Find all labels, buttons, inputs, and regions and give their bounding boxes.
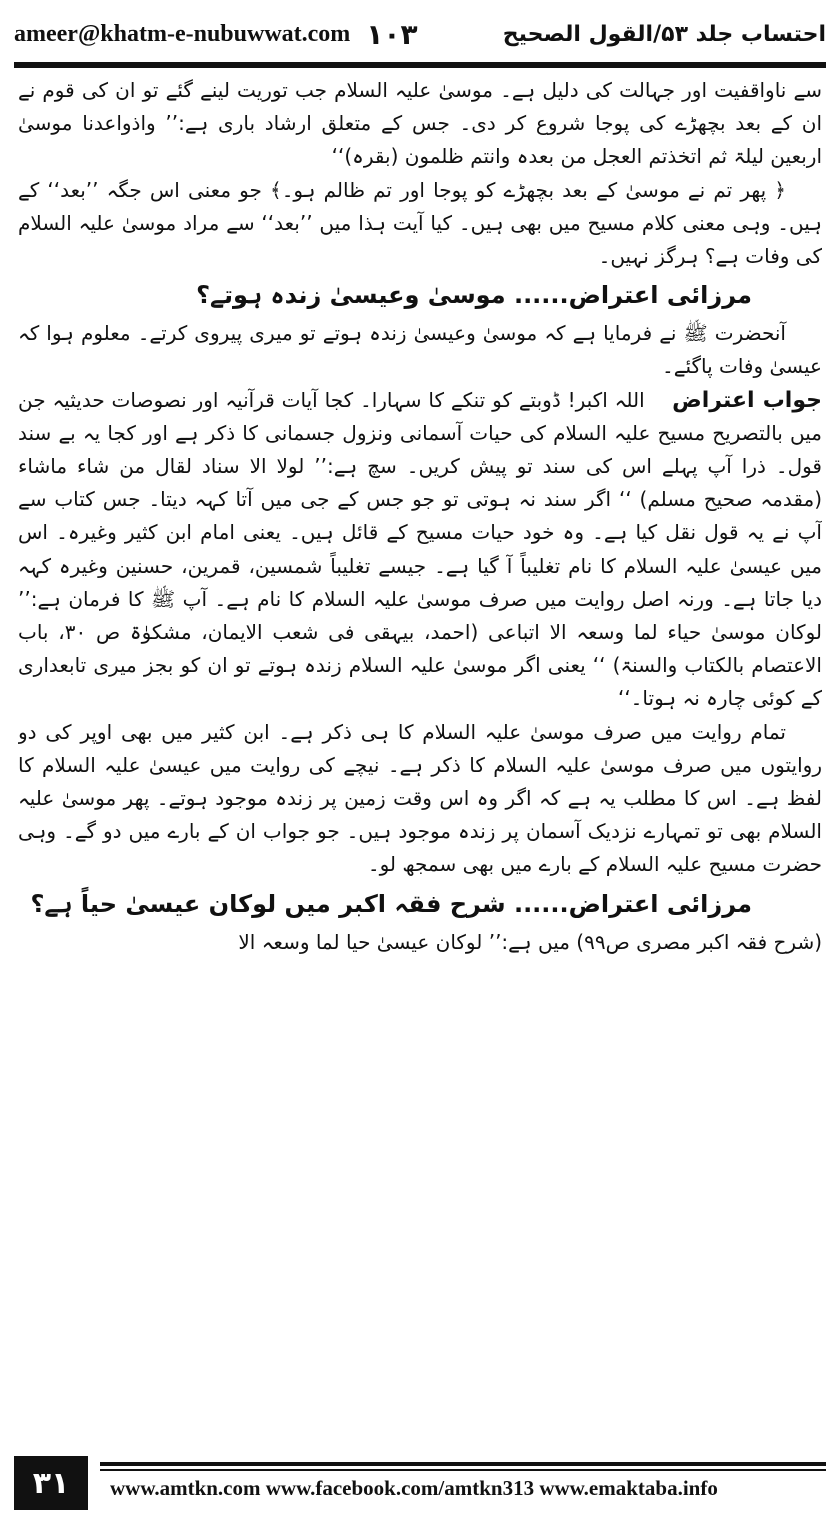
answer-lead: جواب اعتراض (672, 387, 822, 413)
header-email[interactable]: ameer@khatm-e-nubuwwat.com (14, 20, 351, 47)
paragraph-1: سے ناواقفیت اور جہالت کی دلیل ہے۔ موسیٰ علیہ السلام جب توریت لینے گئے تو ان کی قوم نے ان کے بعد بچھڑے کی پوجا شروع کر دی۔ جس کے متعلق ارشاد باری ہے:’’ واذواعدنا موسیٰ اربعین لیلۃ ثم اتخذتم العجل من بعدہ وانتم ظلمون (بقرہ)‘‘ (18, 78, 822, 169)
footer-links[interactable]: www.amtkn.com www.facebook.com/amtkn313 www.emaktaba.info (110, 1476, 718, 1500)
paragraph-6: (شرح فقہ اکبر مصری ص۹۹) میں ہے:’’ لوکان عیسیٰ حیا لما وسعہ الا (238, 929, 822, 954)
header-rule (14, 62, 826, 68)
paragraph-5: تمام روایت میں صرف موسیٰ علیہ السلام کا ہی ذکر ہے۔ ابن کثیر میں بھی اوپر کی دو روایتوں میں صرف موسیٰ علیہ السلام کا ذکر ہے۔ نیچے کی روایت میں عیسیٰ علیہ السلام کا لفظ ہے۔ اس کا مطلب یہ ہے کہ اگر وہ اس وقت زمین پر زندہ موجود ہوتے۔ پھر موسیٰ علیہ السلام بھی تو تمہارے نزدیک آسمان پر زندہ موجود ہیں۔ جو جواب ان کے بارے میں دو گے۔ وہی حضرت مسیح علیہ السلام کے بارے میں بھی سمجھ لو۔ (18, 719, 822, 877)
heading-objection-2: مرزائی اعتراض...... شرح فقہ اکبر میں لوکان عیسیٰ حیاً ہے؟ (30, 889, 752, 918)
footer-rule-thick (100, 1462, 826, 1466)
paragraph-3: آنحضرت ﷺ نے فرمایا ہے کہ موسیٰ وعیسیٰ زندہ ہوتے تو میری پیروی کرتے۔ معلوم ہوا کہ عیسیٰ وفات پاگئے۔ (18, 321, 822, 379)
book-title: احتساب جلد ۵۳/القول الصحیح (502, 21, 826, 47)
header-left (14, 18, 418, 51)
page-number: ۱۰۳ (366, 17, 418, 51)
paragraph-4-text: اللہ اکبر! ڈوبتے کو تنکے کا سہارا۔ کجا آیات قرآنیہ اور نصوصات حدیثیہ جن میں بالتصریح مسیح علیہ السلام کی حیات آسمانی ونزول جسمانی کا ذکر ہے اور کجا یہ بے سند قول۔ ذرا آپ پہلے اس کی سند تو پیش کریں۔ سچ ہے:’’ لولا الا سناد لقال من شاء ماشاء (مقدمہ صحیح مسلم) ‘‘ اگر سند نہ ہوتی تو جو جس کے جی میں آتا کہہ دیتا۔ جس کتاب سے آپ نے یہ قول نقل کیا ہے۔ وہ خود حیات مسیح کے قائل ہیں۔ یعنی امام ابن کثیر وغیرہ۔ اس میں عیسیٰ علیہ السلام کا نام تغلیباً آ گیا ہے۔ جیسے تغلیباً شمسین، قمرین، حسنین وغیرہ کہہ دیا جاتا ہے۔ ورنہ اصل روایت میں صرف موسیٰ علیہ السلام کا نام ہے۔ آپ ﷺ کا فرمان ہے:’’ لوکان موسیٰ حیاء لما وسعہ الا اتباعی (احمد، بیہقی فی شعب الایمان، مشکوٰۃ ص ۳۰، باب الاعتصام بالکتاب والسنۃ) ‘‘ یعنی اگر موسیٰ علیہ السلام زندہ ہوتے تو ان کو بجز میری تابعداری کے کوئی چارہ نہ ہوتا۔‘‘ (18, 387, 822, 711)
body-text (18, 74, 822, 1448)
paragraph-4 (18, 384, 822, 716)
page-header (14, 6, 826, 62)
footer-page-badge: ۳۱ (14, 1456, 88, 1510)
heading-objection-1: مرزائی اعتراض...... موسیٰ وعیسیٰ زندہ ہوتے؟ (196, 281, 752, 310)
page-footer (14, 1456, 826, 1532)
footer-rule-thin (100, 1469, 826, 1471)
paragraph-2: ﴿ پھر تم نے موسیٰ کے بعد بچھڑے کو پوجا اور تم ظالم ہو۔﴾ جو معنی اس جگہ ’’بعد‘‘ کے ہیں۔ وہی معنی کلام مسیح میں بھی ہیں۔ کیا آیت ہذا میں ’’بعد‘‘ سے مراد موسیٰ علیہ السلام کی وفات ہے؟ ہرگز نہیں۔ (18, 177, 822, 269)
